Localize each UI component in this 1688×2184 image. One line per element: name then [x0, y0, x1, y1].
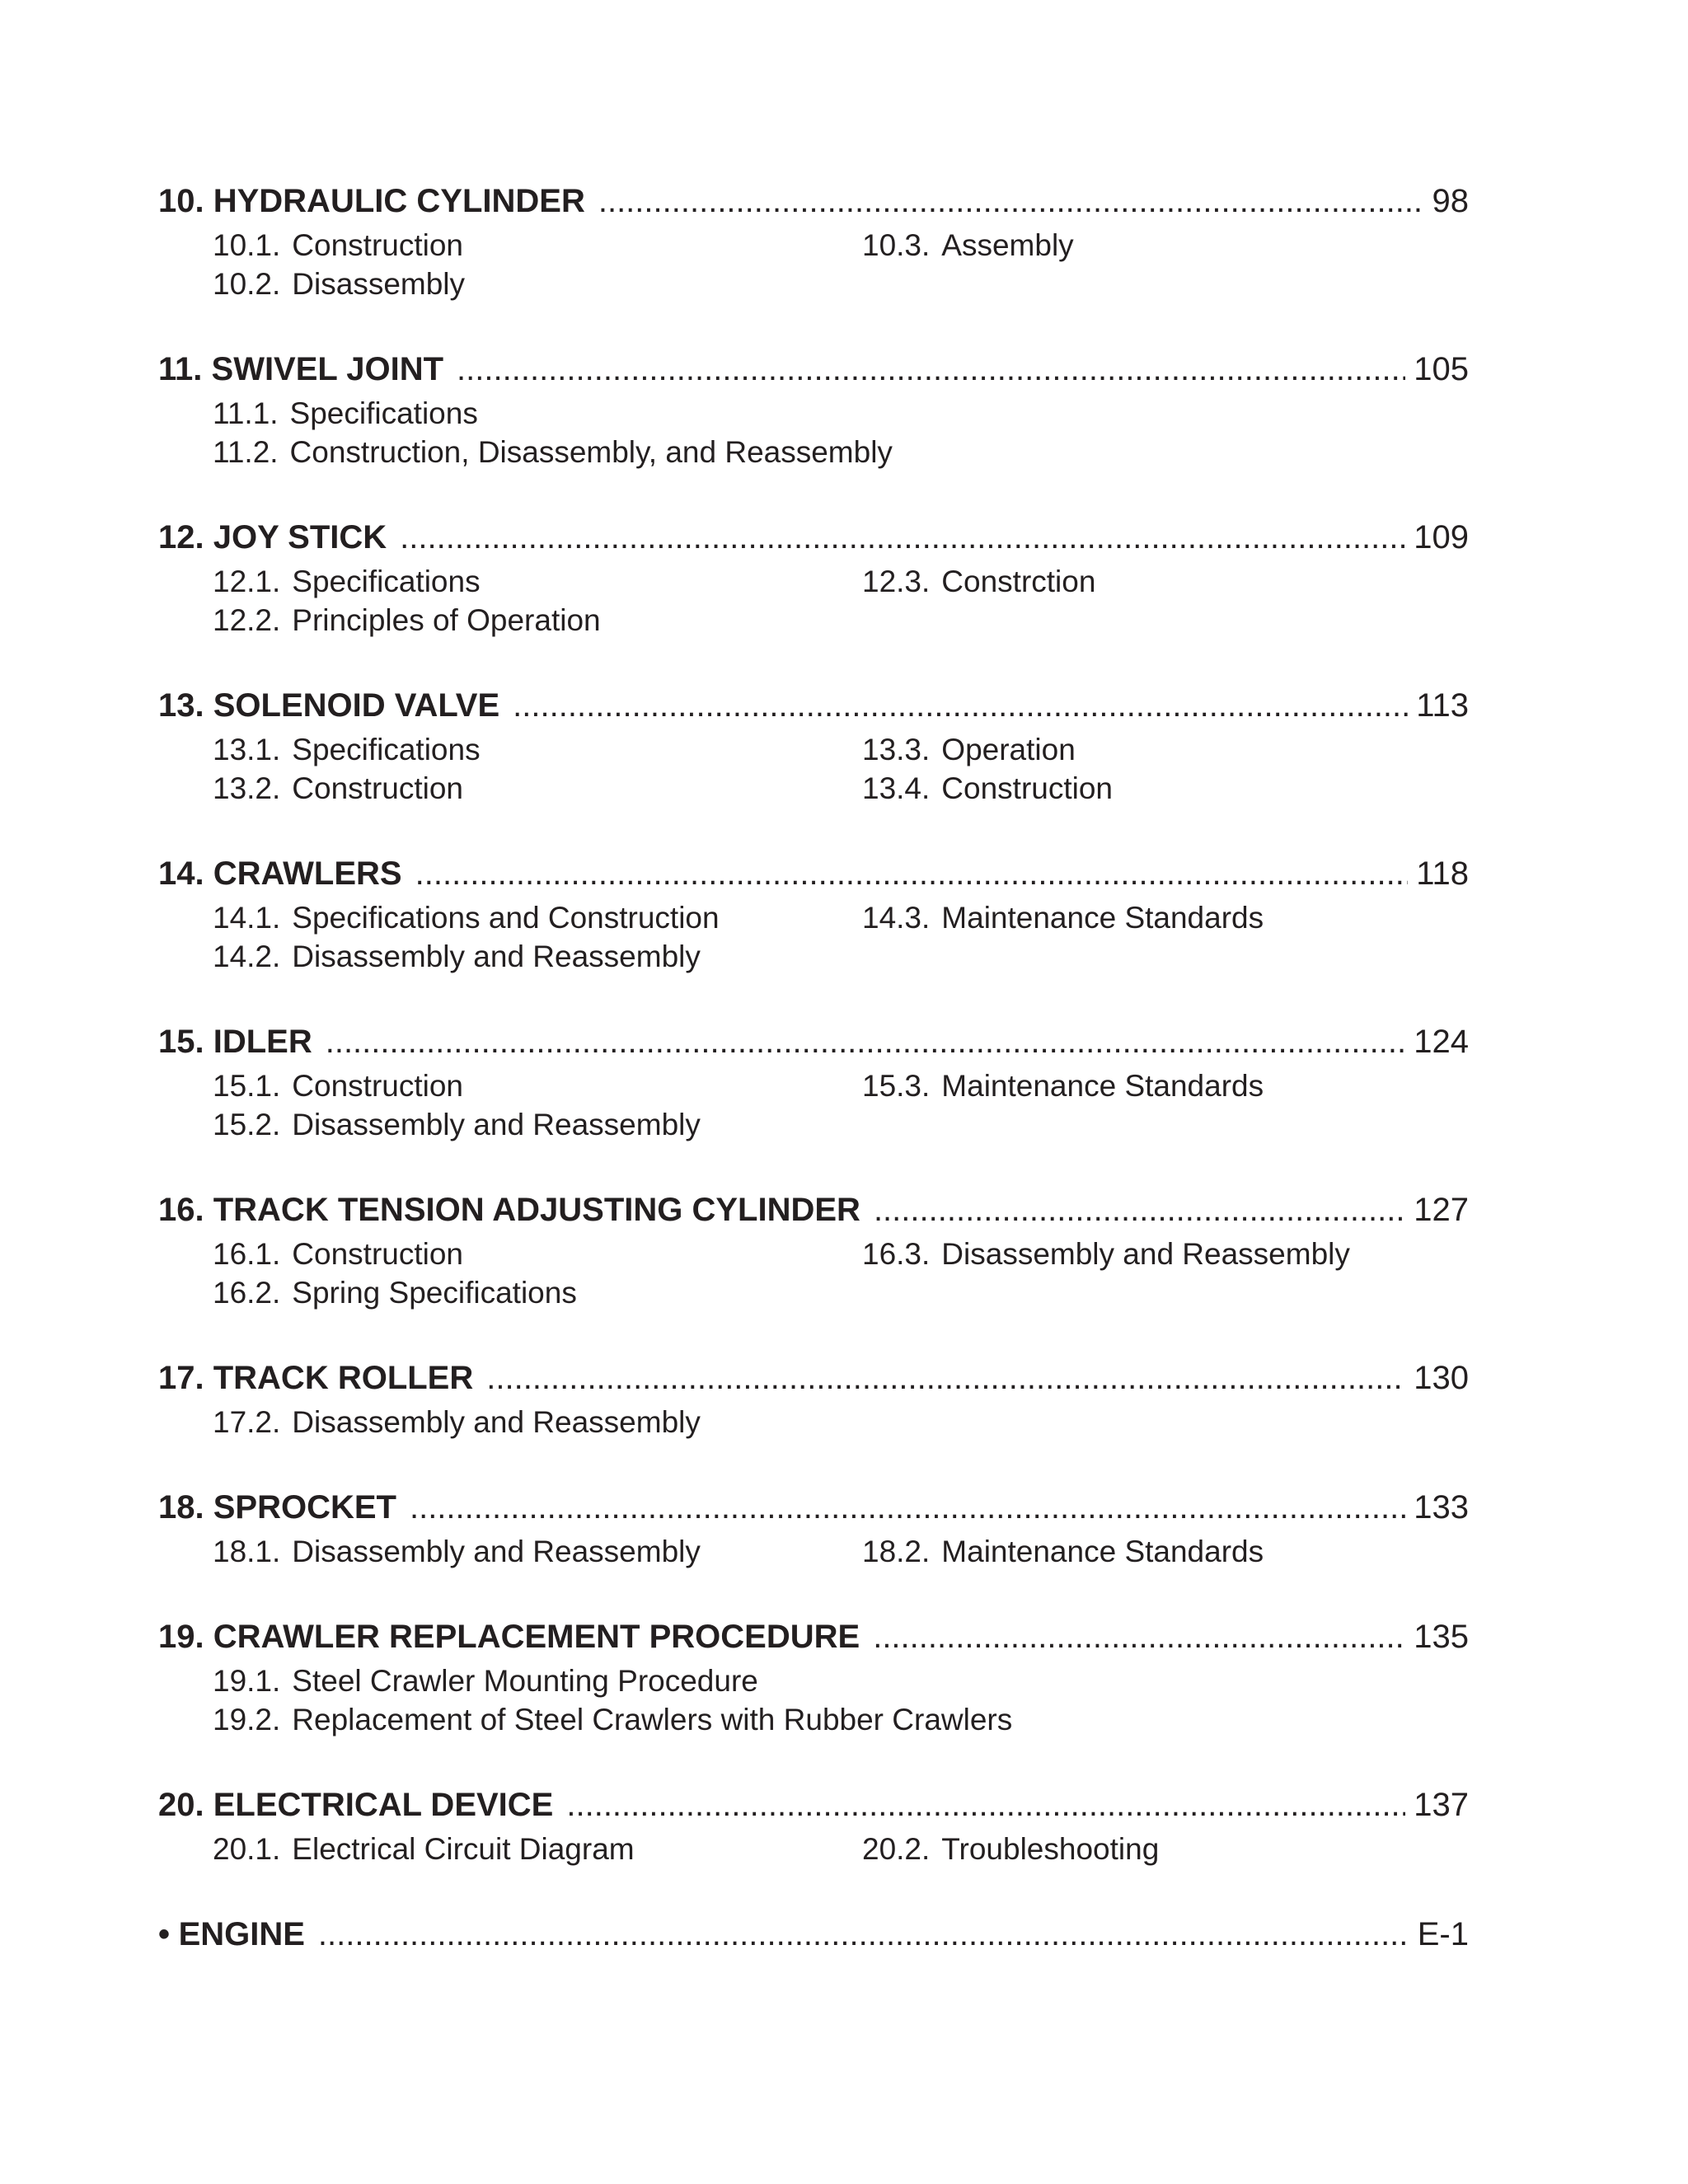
- subsection-label: Construction: [292, 1069, 464, 1103]
- subsection-number: 14.2.: [213, 940, 281, 973]
- subsection-item[interactable]: [213, 1235, 862, 1273]
- section-title: 18. SPROCKET: [158, 1489, 396, 1526]
- section-title: 13. SOLENOID VALVE: [158, 687, 500, 724]
- subsection-label: Electrical Circuit Diagram: [292, 1832, 635, 1866]
- toc-engine-heading[interactable]: [158, 1908, 1469, 1961]
- subsection-item[interactable]: [213, 898, 862, 937]
- section-page-number: 105: [1414, 351, 1469, 387]
- toc-section-heading[interactable]: [158, 1015, 1469, 1068]
- section-page-number: 118: [1416, 855, 1469, 892]
- subsection-item[interactable]: [862, 1830, 1439, 1868]
- dot-leader: [415, 847, 1409, 900]
- subsection-list: [213, 1235, 1469, 1312]
- toc-section: [158, 1779, 1469, 1868]
- subsection-item[interactable]: [213, 1273, 862, 1312]
- subsection-item[interactable]: [213, 1830, 862, 1868]
- subsection-label: Steel Crawler Mounting Procedure: [292, 1664, 758, 1698]
- toc-section: [158, 1015, 1469, 1144]
- subsection-number: 13.1.: [213, 733, 281, 766]
- empty-cell: [862, 265, 1439, 303]
- subsection-item[interactable]: [213, 433, 893, 471]
- section-title: 16. TRACK TENSION ADJUSTING CYLINDER: [158, 1192, 860, 1228]
- subsection-list: [213, 394, 1469, 471]
- section-page-number: 124: [1414, 1024, 1469, 1060]
- subsection-item[interactable]: [213, 601, 862, 640]
- toc-section: [158, 679, 1469, 808]
- subsection-item[interactable]: [213, 730, 862, 769]
- section-title: 15. IDLER: [158, 1024, 312, 1060]
- dot-leader: [400, 511, 1405, 564]
- subsection-number: 15.1.: [213, 1069, 281, 1103]
- subsection-item[interactable]: [213, 226, 862, 265]
- dot-leader: [874, 1183, 1405, 1236]
- table-of-contents: [158, 175, 1469, 2000]
- subsection-label: Assembly: [941, 228, 1074, 262]
- section-page-number: 109: [1414, 519, 1469, 555]
- section-title: 12. JOY STICK: [158, 519, 387, 555]
- toc-section-heading[interactable]: [158, 1352, 1469, 1404]
- bullet-icon: •: [158, 1916, 171, 1952]
- subsection-list: [213, 1830, 1469, 1868]
- subsection-number: 16.3.: [862, 1237, 931, 1271]
- section-title: 10. HYDRAULIC CYLINDER: [158, 183, 585, 219]
- subsection-item[interactable]: [862, 1066, 1439, 1105]
- toc-section-heading[interactable]: [158, 679, 1469, 732]
- subsection-item[interactable]: [862, 898, 1439, 937]
- subsection-label: Disassembly and Reassembly: [292, 1405, 701, 1439]
- toc-section: [158, 1352, 1469, 1441]
- subsection-item[interactable]: [862, 1532, 1439, 1571]
- subsection-label: Operation: [941, 733, 1076, 766]
- empty-cell: [862, 937, 1439, 976]
- subsection-item[interactable]: [862, 562, 1439, 601]
- toc-section: [158, 847, 1469, 976]
- subsection-list: [213, 1403, 1469, 1441]
- subsection-item[interactable]: [213, 394, 862, 433]
- section-page-number: 135: [1414, 1619, 1469, 1655]
- subsection-label: Maintenance Standards: [941, 1535, 1264, 1568]
- subsection-item[interactable]: [213, 1700, 1013, 1739]
- subsection-number: 13.4.: [862, 771, 931, 805]
- subsection-number: 19.1.: [213, 1664, 281, 1698]
- subsection-label: Construction: [292, 1237, 464, 1271]
- section-title: 11. SWIVEL JOINT: [158, 351, 444, 387]
- subsection-number: 18.1.: [213, 1535, 281, 1568]
- subsection-list: [213, 226, 1469, 303]
- subsection-number: 19.2.: [213, 1703, 281, 1736]
- dot-leader: [566, 1779, 1405, 1831]
- subsection-item[interactable]: [213, 1066, 862, 1105]
- toc-section-heading[interactable]: [158, 175, 1469, 227]
- subsection-item[interactable]: [213, 1403, 862, 1441]
- subsection-item[interactable]: [862, 226, 1439, 265]
- subsection-number: 11.1.: [213, 396, 279, 430]
- subsection-number: 17.2.: [213, 1405, 281, 1439]
- empty-cell: [862, 1661, 1439, 1700]
- toc-section-heading[interactable]: [158, 1183, 1469, 1236]
- dot-leader: [457, 343, 1405, 396]
- subsection-item[interactable]: [862, 730, 1439, 769]
- toc-section-heading[interactable]: [158, 511, 1469, 564]
- subsection-label: Maintenance Standards: [941, 1069, 1264, 1103]
- section-title: ENGINE: [178, 1916, 305, 1952]
- subsection-item[interactable]: [213, 1661, 862, 1700]
- subsection-label: Construction: [941, 771, 1114, 805]
- section-page-number: E-1: [1417, 1916, 1469, 1952]
- section-page-number: 130: [1414, 1360, 1469, 1396]
- subsection-number: 12.2.: [213, 603, 281, 637]
- subsection-number: 14.1.: [213, 901, 281, 935]
- subsection-number: 10.3.: [862, 228, 931, 262]
- subsection-label: Specifications: [292, 733, 481, 766]
- toc-section-heading[interactable]: [158, 847, 1469, 900]
- subsection-number: 14.3.: [862, 901, 931, 935]
- subsection-label: Construction: [292, 771, 464, 805]
- subsection-label: Disassembly and Reassembly: [292, 1535, 701, 1568]
- subsection-number: 10.1.: [213, 228, 281, 262]
- subsection-item[interactable]: [862, 1235, 1439, 1273]
- subsection-number: 11.2.: [213, 435, 279, 469]
- subsection-number: 12.1.: [213, 565, 281, 598]
- subsection-label: Constrction: [941, 565, 1096, 598]
- dot-leader: [598, 175, 1424, 227]
- subsection-number: 16.2.: [213, 1276, 281, 1310]
- dot-leader: [513, 679, 1408, 732]
- empty-cell: [862, 601, 1439, 640]
- dot-leader: [873, 1610, 1405, 1663]
- subsection-number: 13.2.: [213, 771, 281, 805]
- subsection-number: 13.3.: [862, 733, 931, 766]
- section-title: 14. CRAWLERS: [158, 855, 402, 892]
- subsection-list: [213, 1661, 1469, 1739]
- section-title: 17. TRACK ROLLER: [158, 1360, 474, 1396]
- subsection-item[interactable]: [213, 265, 862, 303]
- empty-cell: [862, 1403, 1439, 1441]
- subsection-item[interactable]: [213, 562, 862, 601]
- subsection-label: Spring Specifications: [292, 1276, 577, 1310]
- section-page-number: 113: [1416, 687, 1469, 724]
- dot-leader: [318, 1908, 1409, 1961]
- subsection-label: Principles of Operation: [292, 603, 601, 637]
- subsection-label: Specifications: [292, 565, 481, 598]
- toc-section: [158, 1610, 1469, 1739]
- toc-section-heading[interactable]: [158, 343, 1469, 396]
- toc-section: [158, 511, 1469, 640]
- empty-cell: [862, 394, 1439, 433]
- toc-section-heading[interactable]: [158, 1779, 1469, 1831]
- section-page-number: 133: [1414, 1489, 1469, 1526]
- subsection-list: [213, 562, 1469, 640]
- subsection-item[interactable]: [213, 1105, 862, 1144]
- toc-section-heading[interactable]: [158, 1481, 1469, 1534]
- subsection-label: Disassembly: [292, 267, 466, 301]
- dot-leader: [486, 1352, 1405, 1404]
- empty-cell: [862, 433, 1439, 471]
- subsection-list: [213, 1066, 1469, 1144]
- subsection-label: Disassembly and Reassembly: [292, 1108, 701, 1141]
- section-title: 19. CRAWLER REPLACEMENT PROCEDURE: [158, 1619, 860, 1655]
- section-page-number: 137: [1414, 1787, 1469, 1823]
- subsection-number: 20.1.: [213, 1832, 281, 1866]
- section-page-number: 98: [1432, 183, 1469, 219]
- subsection-number: 16.1.: [213, 1237, 281, 1271]
- subsection-list: [213, 898, 1469, 976]
- empty-cell: [862, 1700, 1439, 1739]
- empty-cell: [862, 1105, 1439, 1144]
- subsection-label: Replacement of Steel Crawlers with Rubber Crawlers: [292, 1703, 1013, 1736]
- subsection-number: 15.3.: [862, 1069, 931, 1103]
- subsection-item[interactable]: [862, 769, 1439, 808]
- toc-section: [158, 343, 1469, 471]
- subsection-item[interactable]: [213, 1532, 862, 1571]
- subsection-number: 18.2.: [862, 1535, 931, 1568]
- subsection-number: 20.2.: [862, 1832, 931, 1866]
- section-page-number: 127: [1414, 1192, 1469, 1228]
- subsection-label: Maintenance Standards: [941, 901, 1264, 935]
- subsection-number: 12.3.: [862, 565, 931, 598]
- dot-leader: [326, 1015, 1406, 1068]
- subsection-label: Specifications and Construction: [292, 901, 720, 935]
- toc-section-heading[interactable]: [158, 1610, 1469, 1663]
- subsection-label: Troubleshooting: [941, 1832, 1160, 1866]
- empty-cell: [862, 1273, 1439, 1312]
- subsection-label: Disassembly and Reassembly: [941, 1237, 1350, 1271]
- toc-engine-section: [158, 1908, 1469, 1961]
- subsection-number: 10.2.: [213, 267, 281, 301]
- toc-section: [158, 175, 1469, 303]
- subsection-list: [213, 1532, 1469, 1571]
- subsection-label: Construction, Disassembly, and Reassembly: [289, 435, 893, 469]
- toc-section: [158, 1481, 1469, 1571]
- dot-leader: [410, 1481, 1405, 1534]
- subsection-label: Disassembly and Reassembly: [292, 940, 701, 973]
- toc-section: [158, 1183, 1469, 1312]
- subsection-item[interactable]: [213, 769, 862, 808]
- subsection-label: Construction: [292, 228, 464, 262]
- subsection-number: 15.2.: [213, 1108, 281, 1141]
- subsection-list: [213, 730, 1469, 808]
- subsection-item[interactable]: [213, 937, 862, 976]
- section-title: 20. ELECTRICAL DEVICE: [158, 1787, 554, 1823]
- subsection-label: Specifications: [289, 396, 478, 430]
